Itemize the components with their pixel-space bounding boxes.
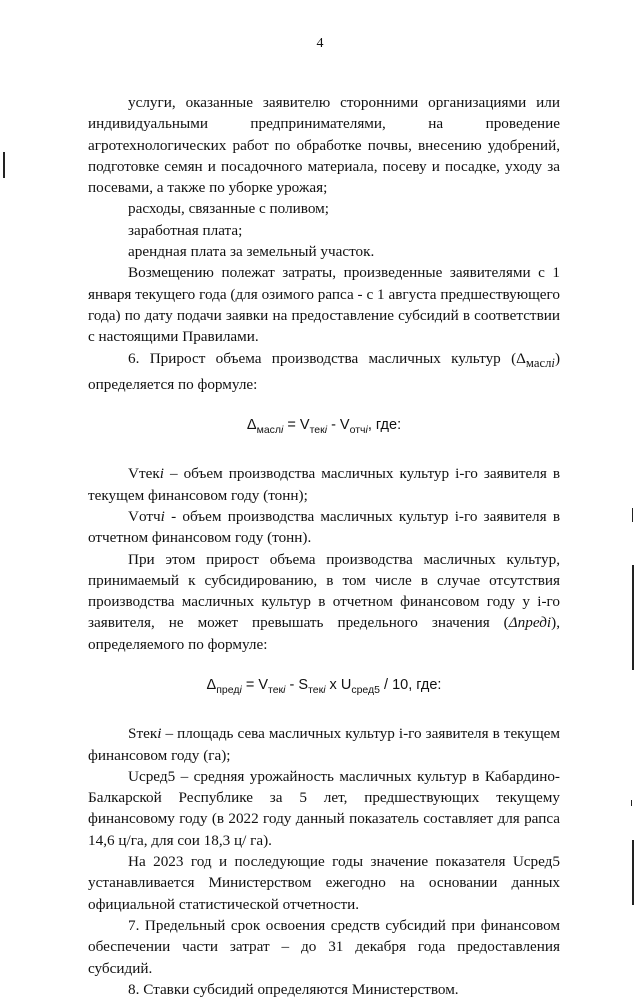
- f2-v-sub: тек: [268, 683, 284, 696]
- stek-i: i: [157, 725, 162, 743]
- f2-lhs-subi: i: [239, 683, 242, 696]
- formula-growth: [88, 415, 560, 441]
- paragraph-irrigation: расходы, связанные с поливом;: [128, 200, 329, 218]
- f2-s-sub: тек: [308, 683, 324, 696]
- paragraph-8: 8. Ставки субсидий определяются Министерством.: [128, 980, 459, 998]
- paragraph-services: услуги, оказанные заявителю сторонними организациями или индивидуальными предпринимателями, на проведение агротехнологических работ по обработке почвы, внесению удобрений, подготовке семян и посадочного материала, посеву и посадке, уходу за посевами, а также по уборке урожая;: [88, 94, 560, 197]
- scan-mark-right-3: [631, 800, 632, 806]
- f1-eq: = V: [283, 417, 310, 434]
- f2-minus: - S: [285, 677, 309, 694]
- delta-sub-i: i: [551, 355, 555, 370]
- paragraph-rent: арендная плата за земельный участок.: [128, 243, 375, 261]
- scan-mark-right-1: [632, 508, 633, 522]
- f2-x: x U: [325, 677, 352, 694]
- scan-mark-left: [3, 152, 5, 178]
- delta-sub: масл: [525, 355, 552, 370]
- scan-mark-right-4: [632, 840, 634, 905]
- vtek-symbol: Vтек: [128, 465, 160, 483]
- f2-lhs-sub: пред: [216, 683, 240, 696]
- paragraph-reimbursement: Возмещению полежат затраты, произведенные заявителями с 1 января текущего года (для озимого рапса - с 1 августа предшествующего года) по дату подачи заявки на предоставление субсидий в соответствии с настоящими Правилами.: [88, 264, 560, 346]
- f1-v2-sub: отч: [349, 424, 366, 437]
- paragraph-wages: заработная плата;: [128, 221, 243, 239]
- f1-tail: , где:: [367, 417, 402, 434]
- dpred-i: i: [546, 614, 552, 632]
- votch-text: - объем производства масличных культур i-го заявителя в отчетном финансовом году (тонн).: [88, 507, 560, 547]
- f1-lhs-sub: масл: [256, 424, 282, 437]
- f1-lhs-subi: i: [281, 424, 284, 437]
- paragraph-2023: На 2023 год и последующие годы значение показателя Uсред5 устанавливается Министерством ежегодно на основании данных официальной статистической отчетности.: [88, 853, 560, 913]
- p9-text: При этом прирост объема производства масличных культур, принимаемый к субсидированию, в том числе в случае отсутствия производства масличных культур в отчетном финансовом году у i-го заявителя, не может превышать предельного значения (: [88, 550, 560, 632]
- dpred-symbol: Δпред: [508, 614, 547, 632]
- f1-v1-sub: тек: [309, 424, 325, 437]
- page-number: 4: [316, 36, 324, 51]
- delta-symbol: Δ: [516, 349, 526, 367]
- stek-text: – площадь сева масличных культур i-го заявителя в текущем финансовом году (га);: [88, 725, 560, 764]
- f2-v-subi: i: [283, 683, 286, 696]
- vtek-text: – объем производства масличных культур i-го заявителя в текущем финансовом году (тонн);: [88, 465, 560, 504]
- paragraph-6: [88, 348, 560, 396]
- f1-v2-subi: i: [365, 424, 368, 437]
- definition-votch: [88, 506, 560, 549]
- document-body: [88, 92, 560, 1000]
- formula-limit: [88, 675, 560, 701]
- f2-s-subi: i: [323, 683, 326, 696]
- p9-tail: ), определяемого по формуле:: [88, 614, 560, 653]
- f2-eq: = V: [241, 677, 269, 694]
- p6-tail: ) определяется по формуле:: [88, 349, 560, 393]
- f2-u-sub: сред5: [351, 683, 380, 696]
- paragraph-7: 7. Предельный срок освоения средств субсидий при финансовом обеспечении части затрат – до 31 декабря года предоставления субсидий.: [88, 916, 560, 977]
- f2-tail: / 10, где:: [379, 677, 442, 694]
- votch-i: i: [160, 507, 165, 525]
- scan-mark-right-2: [632, 565, 634, 670]
- f1-v1-subi: i: [324, 424, 328, 437]
- f1-minus: - V: [327, 417, 350, 434]
- definition-stek: [88, 723, 560, 766]
- definition-vtek: [88, 463, 560, 506]
- paragraph-limit: [88, 549, 560, 655]
- vtek-i: i: [159, 465, 164, 483]
- definition-usred5: Uсред5 – средняя урожайность масличных культур в Кабардино-Балкарской Республике за 5 лет, предшествующих текущему финансовому году (в 2022 году данный показатель составляет для рапса 14,6 ц/га, для сои 18,3 ц/ га).: [88, 767, 560, 849]
- f1-lhs: Δ: [246, 417, 257, 434]
- stek-symbol: Sтек: [128, 725, 158, 743]
- votch-symbol: Vотч: [128, 507, 161, 525]
- p6-text: 6. Прирост объема производства масличных культур (: [128, 349, 517, 367]
- f2-lhs: Δ: [206, 677, 217, 694]
